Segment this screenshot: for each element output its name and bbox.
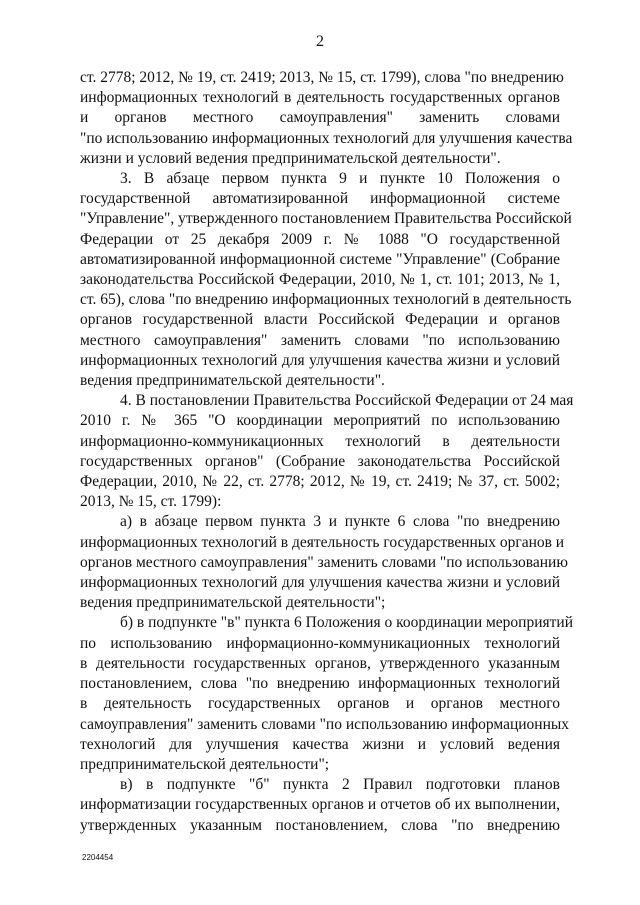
paragraph-3-start: 3. В абзаце первом пункта 9 и пункте 10 Положения о xyxy=(120,170,560,188)
text-line: самоуправления" заменить словами "по использованию информационных xyxy=(80,715,570,733)
text-line: органов местного самоуправления" заменить словами "по использованию xyxy=(80,553,568,571)
text-line: информатизации государственных органов и отчетов об их выполнении, xyxy=(80,796,560,814)
page-number: 2 xyxy=(316,33,324,50)
text-line: постановлением, слова "по внедрению информационных технологий xyxy=(80,675,560,693)
paragraph-4-start: 4. В постановлении Правительства Российской Федерации от 24 мая xyxy=(120,392,574,410)
text-line: предпринимательской деятельности"; xyxy=(80,755,330,773)
text-line: информационных технологий в деятельность государственных органов и xyxy=(80,533,565,551)
text-line: "Управление", утвержденного постановлением Правительства Российской xyxy=(80,210,572,228)
text-line: информационных технологий в деятельность государственных органов xyxy=(80,89,560,107)
text-line: законодательства Российской Федерации, 2010, № 1, ст. 101; 2013, № 1, xyxy=(80,271,560,289)
text-line: 2010 г. № 365 "О координации мероприятий по использованию xyxy=(80,412,560,430)
subparagraph-a-start: а) в абзаце первом пункта 3 и пункте 6 слова "по внедрению xyxy=(120,513,560,531)
text-line: 2013, № 15, ст. 1799): xyxy=(80,493,222,511)
text-line: и органов местного самоуправления" заменить словами xyxy=(80,109,560,127)
text-line: в деятельности государственных органов, утвержденного указанным xyxy=(80,654,560,672)
subparagraph-v-start: в) в подпункте "б" пункта 2 Правил подготовки планов xyxy=(120,776,560,794)
text-line: утвержденных указанным постановлением, слова "по внедрению xyxy=(80,816,560,834)
text-line: информационно-коммуникационных технологий в деятельности xyxy=(80,432,560,450)
text-line: Федерации от 25 декабря 2009 г. № 1088 "О государственной xyxy=(80,230,560,248)
document-body xyxy=(80,68,574,836)
subparagraph-b-start: б) в подпункте "в" пункта 6 Положения о координации мероприятий xyxy=(120,614,574,632)
text-line: технологий для улучшения качества жизни и условий ведения xyxy=(80,735,560,753)
text-line: жизни и условий ведения предпринимательской деятельности". xyxy=(80,149,501,167)
text-line: Федерации, 2010, № 22, ст. 2778; 2012, № 19, ст. 2419; № 37, ст. 5002; xyxy=(80,473,560,491)
text-line: ст. 65), слова "по внедрению информационных технологий в деятельность xyxy=(80,291,572,309)
text-line: органов государственной власти Российской Федерации и органов xyxy=(80,311,560,329)
text-line: государственных органов" (Собрание законодательства Российской xyxy=(80,452,560,470)
text-line: ведения предпринимательской деятельности"; xyxy=(80,594,386,612)
text-line: местного самоуправления" заменить словами "по использованию xyxy=(80,331,560,349)
text-line: автоматизированной информационной системе "Управление" (Собрание xyxy=(80,250,560,268)
text-line: информационных технологий для улучшения качества жизни и условий xyxy=(80,351,560,369)
text-line: "по использованию информационных технологий для улучшения качества xyxy=(80,129,573,147)
text-line: ведения предпринимательской деятельности". xyxy=(80,372,385,390)
document-id: 2204454 xyxy=(82,853,114,862)
text-line: по использованию информационно-коммуникационных технологий xyxy=(80,634,560,652)
text-line: государственной автоматизированной информационной системе xyxy=(80,190,560,208)
text-line: информационных технологий для улучшения качества жизни и условий xyxy=(80,574,560,592)
text-line: в деятельность государственных органов и органов местного xyxy=(80,695,560,713)
text-line: ст. 2778; 2012, № 19, ст. 2419; 2013, № 15, ст. 1799), слова "по внедрению xyxy=(80,69,564,86)
